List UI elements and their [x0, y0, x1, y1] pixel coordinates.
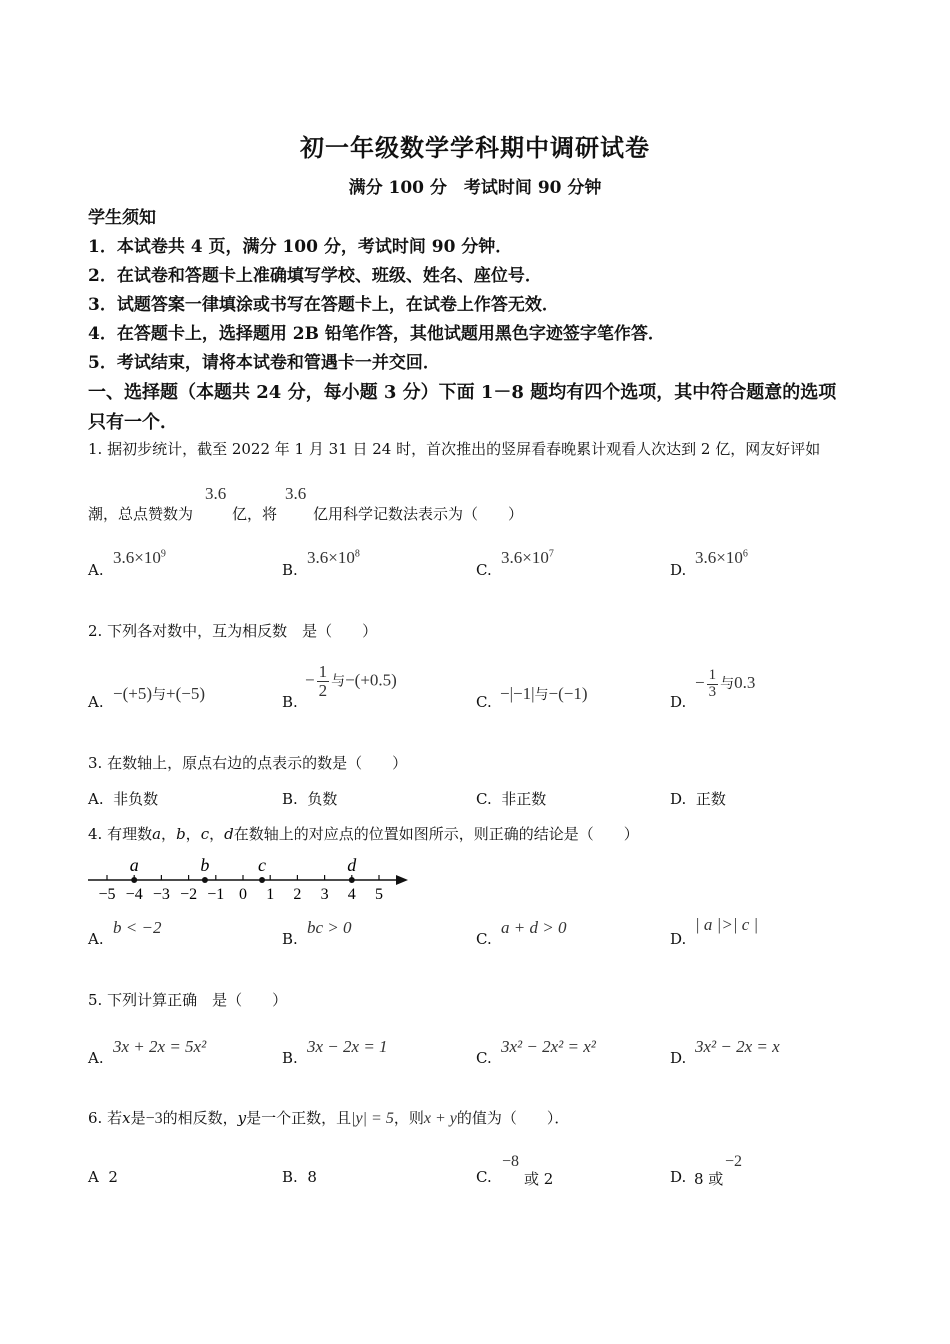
question-6-text: 6. 若x是−3的相反数，y是一个正数，且|y| = 5，则x + y的值为（ ）．	[88, 1109, 570, 1127]
option-b-math: − $\frac{1}{2}$ 与−(+0.5)	[305, 662, 397, 700]
option-label: B.	[282, 930, 298, 948]
notice-heading: 学生须知	[88, 208, 156, 228]
point-c	[259, 877, 265, 883]
option-label: C.	[476, 1168, 492, 1186]
option-c-math: a + d > 0	[501, 918, 567, 937]
option-label: B.	[282, 561, 298, 579]
option-b-math: $3.6\times 10^8$	[307, 548, 360, 567]
option-d-math: 3x² − 2x = x	[695, 1037, 780, 1056]
axis-tick-label: 0	[239, 886, 247, 903]
option-label: C.	[476, 561, 492, 579]
point-a	[131, 877, 137, 883]
question-5-text: 5. 下列计算正确 是（ ）	[88, 991, 288, 1009]
option-c-math: −8	[502, 1153, 520, 1170]
notice-item: 4．在答题卡上，选择题用 2B 铅笔作答，其他试题用黑色字迹签字笔作答．	[88, 324, 665, 344]
number-line-arrow	[396, 875, 408, 885]
axis-tick-label: 5	[375, 886, 383, 903]
question-1-text-cont: 亿，将	[232, 505, 278, 523]
notice-item: 5．考试结束，请将本试卷和管遇卡一并交回．	[88, 353, 440, 373]
section-heading-cont: 只有一个．	[88, 412, 178, 433]
option-label: D.	[670, 1049, 687, 1067]
point-label-c: c	[258, 855, 267, 875]
option-label: D.	[670, 1168, 687, 1186]
point-b	[202, 877, 208, 883]
option-a: A. 非负数	[88, 790, 159, 808]
axis-tick-label: −3	[152, 886, 170, 903]
option-b-math: 3x − 2x = 1	[307, 1037, 388, 1056]
option-d: D. 正数	[670, 790, 726, 808]
axis-tick-label: 1	[266, 886, 275, 903]
option-label: A.	[88, 1049, 104, 1067]
option-c-math: $3.6\times 10^7$	[501, 548, 554, 567]
point-label-d: d	[347, 855, 357, 875]
option-c-math: −|−1|与−(−1)	[500, 684, 588, 703]
option-a-math: 3x + 2x = 5x²	[113, 1037, 207, 1056]
option-b: B. 负数	[282, 790, 338, 808]
option-label: D.	[670, 561, 687, 579]
axis-tick-label: 2	[293, 886, 302, 903]
question-1-text-cont: 亿用科学记数法表示为（ ）	[313, 505, 524, 523]
question-2-text: 2. 下列各对数中，互为相反数 是（ ）	[88, 622, 378, 640]
option-a: A 2	[88, 1168, 118, 1186]
option-label: C.	[476, 1049, 492, 1067]
point-d	[349, 877, 355, 883]
notice-item: 1．本试卷共 4 页，满分 100 分，考试时间 90 分钟．	[88, 237, 513, 257]
axis-tick-label: −5	[98, 886, 116, 903]
point-label-a: a	[129, 855, 139, 875]
option-d-math: | a |>| c |	[695, 915, 759, 934]
option-label: A.	[88, 930, 104, 948]
option-d-math: −2	[725, 1153, 743, 1170]
option-label: B.	[282, 693, 298, 711]
option-b-math: bc > 0	[307, 918, 352, 937]
question-1-text-cont: 潮，总点赞数为	[88, 505, 194, 523]
option-d-text: 8 或	[694, 1170, 724, 1188]
axis-tick-label: 4	[347, 886, 356, 903]
question-1-text: 1. 据初步统计，截至 2022 年 1 月 31 日 24 时，首次推出的竖屏看春晚累计观看人次达到 2 亿，网友好评如	[88, 440, 821, 458]
option-label: C.	[476, 930, 492, 948]
option-c: C. 非正数	[476, 790, 547, 808]
option-a-math: b < −2	[113, 918, 162, 937]
option-d-math: $3.6\times 10^6$	[695, 548, 748, 567]
question-3-text: 3. 在数轴上，原点右边的点表示的数是（ ）	[88, 754, 408, 772]
option-a-math: −(+5)与+(−5)	[113, 684, 205, 703]
question-4-text: 4. 有理数a，b，c，d在数轴上的对应点的位置如图所示，则正确的结论是（ ）	[88, 825, 639, 843]
option-label: C.	[476, 693, 492, 711]
axis-tick-label: −1	[207, 886, 225, 903]
axis-tick-label: −2	[180, 886, 198, 903]
point-label-b: b	[200, 855, 210, 875]
option-c-math: 3x² − 2x² = x²	[501, 1037, 596, 1056]
number-line-figure	[80, 848, 420, 904]
option-label: D.	[670, 930, 687, 948]
option-d-math: − $\frac{1}{3}$ 与0.3	[695, 667, 756, 700]
section-heading: 一、选择题（本题共 24 分，每小题 3 分）下面 1－8 题均有四个选项，其中符合题意的选项	[88, 382, 837, 403]
option-b: B. 8	[282, 1168, 317, 1186]
notice-item: 2．在试卷和答题卡上准确填写学校、班级、姓名、座位号．	[88, 266, 542, 286]
option-label: A.	[88, 693, 104, 711]
option-c-text: 或 2	[524, 1170, 554, 1188]
axis-tick-label: 3	[320, 886, 329, 903]
option-label: A.	[88, 561, 104, 579]
math-value: 3.6	[205, 484, 227, 503]
option-label: B.	[282, 1049, 298, 1067]
exam-subtitle: 满分 100 分 考试时间 90 分钟	[348, 178, 602, 198]
math-value: 3.6	[285, 484, 307, 503]
option-a-math: $3.6\times 10^9$	[113, 548, 166, 567]
option-label: D.	[670, 693, 687, 711]
notice-item: 3．试题答案一律填涂或书写在答题卡上，在试卷上作答无效．	[88, 295, 559, 315]
page-title: 初一年级数学学科期中调研试卷	[300, 133, 650, 162]
axis-tick-label: −4	[125, 886, 143, 903]
